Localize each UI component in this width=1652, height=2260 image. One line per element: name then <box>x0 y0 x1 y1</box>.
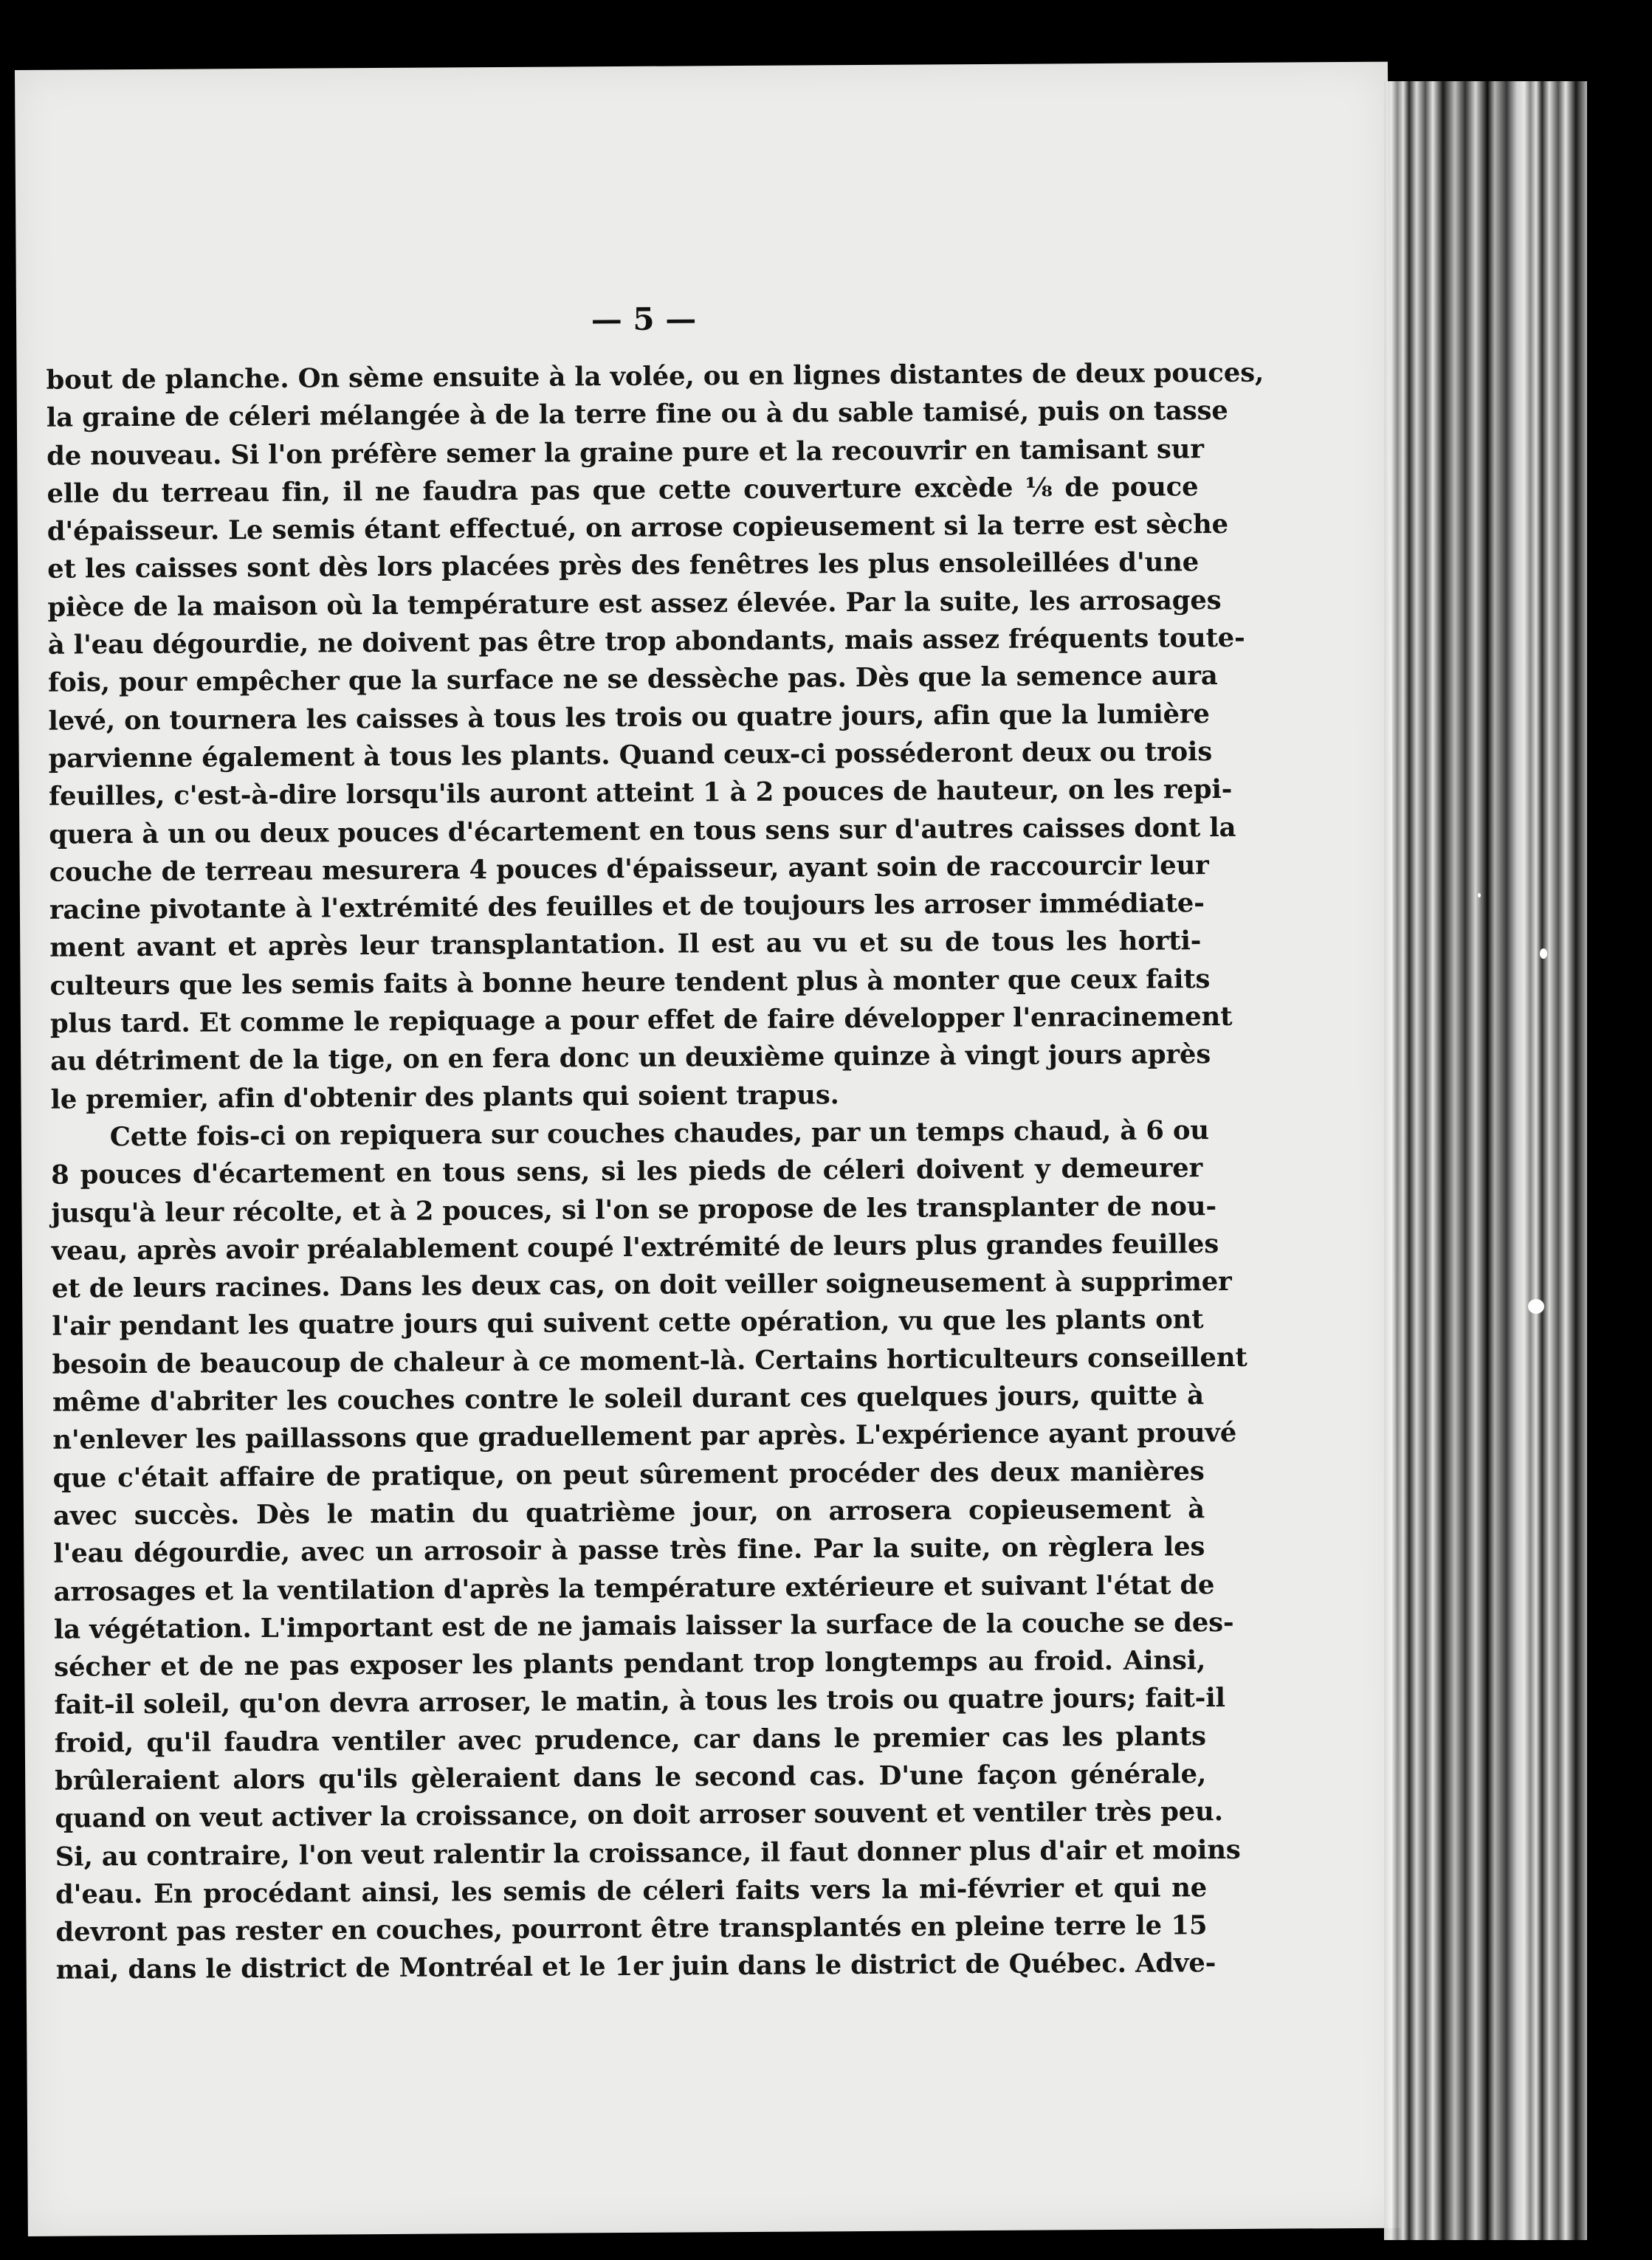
text-line: au détriment de la tige, on en fera donc un deuxième quinze à vingt jours après <box>50 1039 1211 1078</box>
text-line: et de leurs racines. Dans les deux cas, on doit veiller soigneusement à supprimer <box>51 1267 1232 1304</box>
text-line: Cette fois-ci on repiquera sur couches chaudes, par un temps chaud, à 6 ou <box>109 1115 1210 1153</box>
text-line: même d'abriter les couches contre le soleil durant ces quelques jours, quitte à <box>52 1380 1205 1418</box>
text-line: quand on veut activer la croissance, on doit arroser souvent et ventiler très peu. <box>55 1796 1223 1834</box>
text-line: elle du terreau fin, il ne faudra pas que cette couverture excède ⅛ de pouce <box>47 472 1199 509</box>
text-line: racine pivotante à l'extrémité des feuilles et de toujours les arroser immédiate- <box>49 888 1205 926</box>
text-line: couche de terreau mesurera 4 pouces d'épaisseur, ayant soin de raccourcir leur <box>49 850 1209 888</box>
text-line: bout de planche. On sème ensuite à la volée, ou en lignes distantes de deux pouces, <box>46 357 1264 396</box>
text-line: d'eau. En procédant ainsi, les semis de céleri faits vers la mi-février et qui ne <box>55 1873 1208 1910</box>
text-line: l'air pendant les quatre jours qui suivent cette opération, vu que les plants ont <box>52 1304 1204 1343</box>
text-line: avec succès. Dès le matin du quatrième jour, on arrosera copieusement à <box>52 1494 1205 1532</box>
text-line: d'épaisseur. Le semis étant effectué, on arrose copieusement si la terre est sèche <box>47 509 1229 547</box>
text-line: que c'était affaire de pratique, on peut sûrement procéder des deux manières <box>52 1455 1205 1494</box>
text-line: culteurs que les semis faits à bonne heure tendent plus à monter que ceux faits <box>49 963 1211 1002</box>
text-line: à l'eau dégourdie, ne doivent pas être trop abondants, mais assez fréquents toute- <box>47 622 1245 661</box>
text-line: 8 pouces d'écartement en tous sens, si les pieds de céleri doivent y demeurer <box>51 1153 1203 1191</box>
text-line: mai, dans le district de Montréal et le 1er juin dans le district de Québec. Adve- <box>55 1948 1216 1986</box>
text-line: la végétation. L'important est de ne jamais laisser la surface de la couche se des- <box>53 1607 1234 1645</box>
scan-border <box>1587 81 1652 2240</box>
text-line: besoin de beaucoup de chaleur à ce moment-là. Certains horticulteurs conseillent <box>52 1342 1247 1380</box>
text-line: pièce de la maison où la température est assez élevée. Par la suite, les arrosages <box>47 585 1222 623</box>
text-line: froid, qu'il faudra ventiler avec prudence, car dans le premier cas les plants <box>54 1720 1206 1759</box>
text-line: feuilles, c'est-à-dire lorsqu'ils auront atteint 1 à 2 pouces de hauteur, on les repi- <box>48 774 1233 813</box>
text-line: plus tard. Et comme le repiquage a pour effet de faire développer l'enracinement <box>49 1001 1233 1039</box>
text-line: le premier, afin d'obtenir des plants qui soient trapus. <box>50 1079 839 1115</box>
text-line: quera à un ou deux pouces d'écartement en tous sens sur d'autres caisses dont la <box>49 812 1236 850</box>
text-line: n'enlever les paillassons que graduellement par après. L'expérience ayant prouvé <box>52 1418 1237 1456</box>
text-line: fait-il soleil, qu'on devra arroser, le matin, à tous les trois ou quatre jours; fait-il <box>54 1683 1226 1721</box>
paper-sheet <box>15 62 1401 2236</box>
text-line: veau, après avoir préalablement coupé l'extrémité de leurs plus grandes feuilles <box>51 1228 1219 1267</box>
text-line: devront pas rester en couches, pourront être transplantés en pleine terre le 15 <box>55 1910 1208 1948</box>
text-line: jusqu'à leur récolte, et à 2 pouces, si l'on se propose de les transplanter de nou- <box>51 1191 1217 1229</box>
text-line: arrosages et la ventilation d'après la température extérieure et suivant l'état de <box>53 1569 1215 1608</box>
text-line: levé, on tournera les caisses à tous les trois ou quatre jours, afin que la lumière <box>48 698 1210 737</box>
text-line: sécher et de ne pas exposer les plants pendant trop longtemps au froid. Ainsi, <box>54 1645 1206 1683</box>
text-line: parvienne également à tous les plants. Quand ceux-ci posséderont deux ou trois <box>48 737 1213 774</box>
text-line: l'eau dégourdie, avec un arrosoir à passe très fine. Par la suite, on règlera les <box>53 1532 1205 1569</box>
text-line: la graine de céleri mélangée à de la terre fine ou à du sable tamisé, puis on tasse <box>46 396 1228 434</box>
body-text <box>46 354 1264 1989</box>
text-line: de nouveau. Si l'on préfère semer la graine pure et la recouvrir en tamisant sur <box>47 433 1204 472</box>
page-number: — 5 — <box>591 300 697 338</box>
text-line: Si, au contraire, l'on veut ralentir la croissance, il faut donner plus d'air et moins <box>55 1834 1241 1873</box>
text-line: et les caisses sont dès lors placées près des fenêtres les plus ensoleillées d'une <box>47 547 1200 585</box>
text-line: brûleraient alors qu'ils gèleraient dans le second cas. D'une façon générale, <box>55 1759 1207 1796</box>
text-line: ment avant et après leur transplantation. Il est au vu et su de tous les horti- <box>49 926 1202 964</box>
text-line: fois, pour empêcher que la surface ne se dessèche pas. Dès que la semence aura <box>47 661 1218 699</box>
